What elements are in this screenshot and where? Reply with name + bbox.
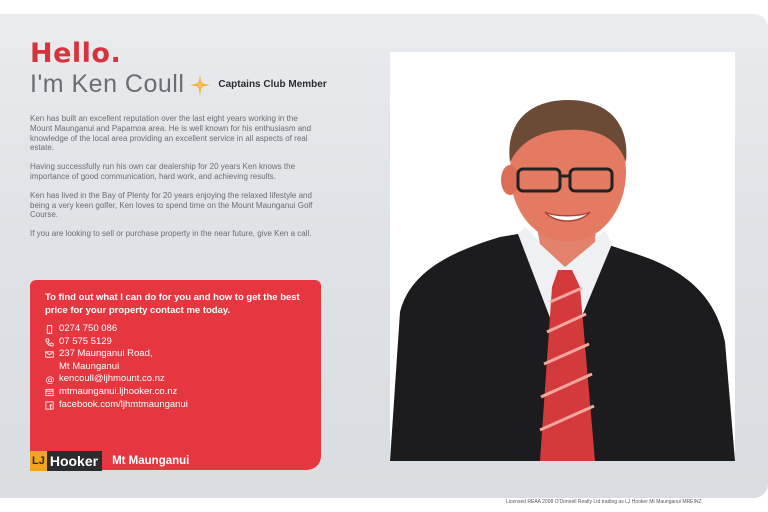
facebook-icon (45, 399, 59, 410)
contact-facebook[interactable] (45, 399, 188, 412)
lj-mark: LJ (30, 451, 47, 471)
contact-website[interactable] (45, 386, 188, 399)
facebook-link[interactable]: facebook.com/ljhmtmaunganui (59, 398, 188, 410)
greeting-heading: Hello. (30, 38, 122, 69)
brand-logo (30, 451, 189, 471)
bio-paragraph: Having successfully run his own car dealership for 20 years Ken knows the importance of good communication, hard work, and achieving results. (30, 162, 296, 181)
bio-paragraph: Ken has built an excellent reputation over the last eight years working in the Mount Maunganui and Papamoa area. He is well known for his enthusiasm and knowledge of the local area providing an excellent service in all aspects of real estate. (30, 114, 312, 153)
license-text: Licensed REAA 2008 O'Donnell Realty Ltd trading as LJ Hooker Mt Maunganui MREINZ (506, 499, 702, 505)
contact-heading: To find out what I can do for you and how to get the best price for your property contact me today. (45, 292, 300, 316)
contact-phone[interactable] (45, 336, 188, 349)
agent-name: I'm Ken Coull (30, 70, 185, 98)
email-icon (45, 373, 59, 384)
contact-email[interactable] (45, 373, 188, 386)
lj-hooker-logo (30, 451, 102, 471)
contact-list (45, 323, 188, 411)
website-link[interactable]: mtmaunganui.ljhooker.co.nz (59, 385, 178, 397)
contact-address (45, 348, 188, 373)
bio-section (30, 114, 315, 248)
mobile-icon (45, 323, 59, 334)
email-link[interactable]: kencoull@ljhmount.co.nz (59, 373, 165, 385)
bio-paragraph: Ken has lived in the Bay of Plenty for 20 years enjoying the relaxed lifestyle and being a very keen golfer, Ken loves to spend time on the Mount Maunganui Golf Course. (30, 190, 313, 220)
address-icon (45, 348, 59, 359)
phone-icon (45, 336, 59, 347)
website-icon (45, 386, 59, 397)
contact-panel (30, 280, 321, 470)
hooker-wordmark: Hooker (49, 453, 99, 469)
agent-photo (390, 52, 735, 461)
club-badge: Captains Club Member (218, 79, 327, 90)
bio-paragraph: If you are looking to sell or purchase property in the near future, give Ken a call. (30, 229, 312, 239)
address-line: 237 Maunganui Road, (59, 348, 153, 360)
mobile-number: 0274 750 086 (59, 323, 118, 334)
contact-mobile[interactable] (45, 323, 188, 336)
address-line: Mt Maunganui (59, 360, 120, 372)
svg-text:@: @ (45, 376, 54, 385)
name-row (30, 70, 327, 99)
phone-number: 07 575 5129 (59, 335, 112, 347)
star-icon (190, 75, 210, 95)
office-name: Mt Maunganui (112, 455, 190, 467)
